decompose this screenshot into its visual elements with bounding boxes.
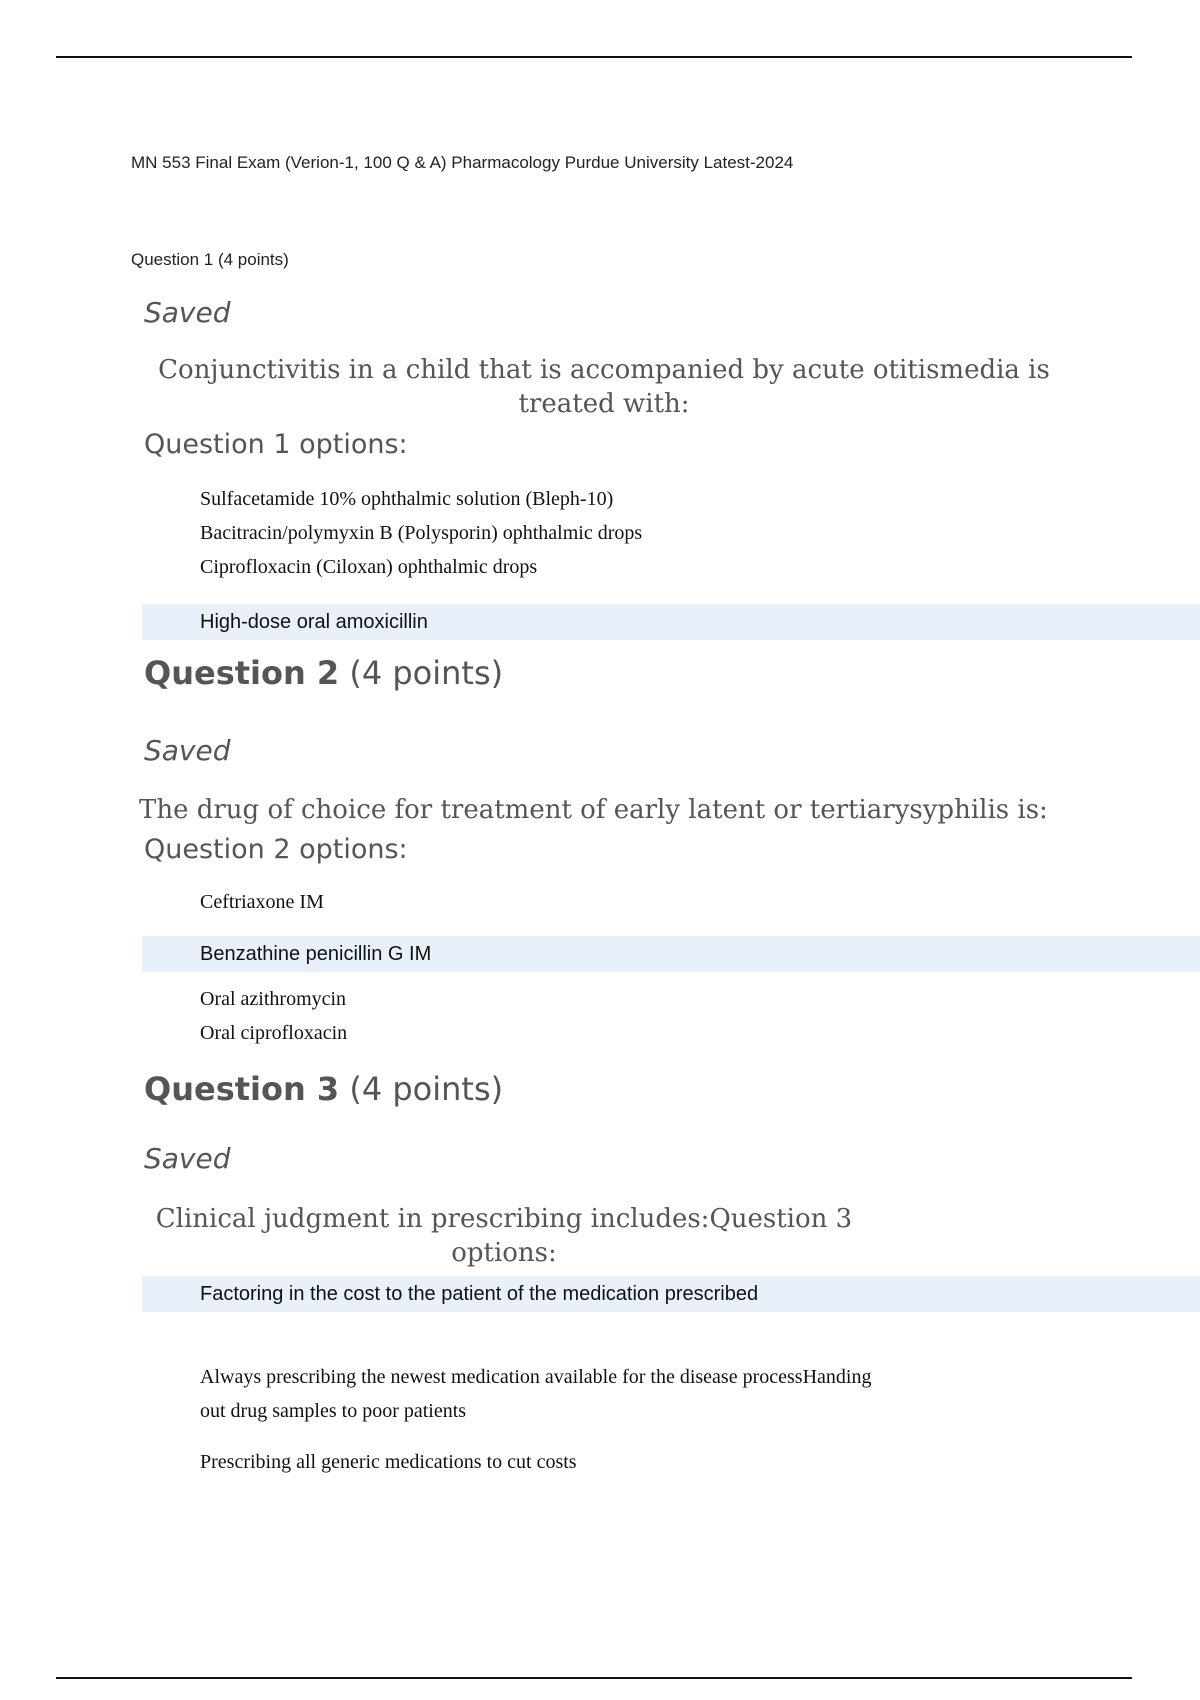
question-1-heading: Question 1 (4 points): [131, 250, 289, 269]
question-2-number: Question 2: [144, 654, 340, 692]
question-3-points: (4 points): [349, 1070, 504, 1108]
question-3-prompt-line-1: Clinical judgment in prescribing includes:Question 3: [155, 1204, 853, 1234]
question-2-option-1[interactable]: Ceftriaxone IM: [200, 891, 324, 913]
question-1-prompt-line-1: Conjunctivitis in a child that is accompanied by acute otitismedia is: [158, 355, 1050, 385]
question-1-option-1[interactable]: Sulfacetamide 10% ophthalmic solution (Bleph-10): [200, 488, 614, 510]
question-2-prompt: The drug of choice for treatment of early latent or tertiarysyphilis is:: [139, 795, 1048, 825]
question-3-heading: [144, 1070, 503, 1108]
question-3-selected-option-label: Factoring in the cost to the patient of the medication prescribed: [200, 1283, 759, 1305]
question-3-prompt: [144, 1202, 864, 1270]
question-2-options-label: Question 2 options:: [144, 834, 408, 865]
question-2-heading: [144, 654, 503, 692]
question-1-selected-option-label: High-dose oral amoxicillin: [200, 611, 428, 633]
question-1-option-2[interactable]: Bacitracin/polymyxin B (Polysporin) ophthalmic drops: [200, 522, 643, 544]
question-3-prompt-line-2: options:: [451, 1238, 557, 1268]
question-2-option-3[interactable]: Oral azithromycin: [200, 988, 347, 1010]
question-3-selected-option[interactable]: [142, 1276, 1200, 1312]
question-1-prompt-line-2: treated with:: [518, 389, 690, 419]
question-3-number: Question 3: [144, 1070, 340, 1108]
question-1-saved-status: Saved: [144, 296, 231, 329]
question-2-points: (4 points): [349, 654, 504, 692]
question-2-saved-status: Saved: [144, 734, 231, 767]
question-3-saved-status: Saved: [144, 1142, 231, 1175]
top-rule: [56, 56, 1132, 58]
question-2-selected-option[interactable]: [142, 936, 1200, 972]
question-3-option-2-continued[interactable]: out drug samples to poor patients: [200, 1400, 467, 1422]
document-title: MN 553 Final Exam (Verion-1, 100 Q & A) Pharmacology Purdue University Latest-2024: [131, 153, 794, 172]
question-3-option-3[interactable]: Prescribing all generic medications to cut costs: [200, 1451, 577, 1473]
bottom-rule: [56, 1677, 1132, 1679]
question-1-prompt: [144, 353, 1064, 421]
question-1-option-3[interactable]: Ciprofloxacin (Ciloxan) ophthalmic drops: [200, 556, 538, 578]
question-1-selected-option[interactable]: [142, 604, 1200, 640]
question-2-selected-option-label: Benzathine penicillin G IM: [200, 943, 432, 965]
question-1-options-label: Question 1 options:: [144, 429, 408, 460]
question-3-option-2[interactable]: Always prescribing the newest medication available for the disease processHanding: [200, 1366, 872, 1388]
question-2-option-4[interactable]: Oral ciprofloxacin: [200, 1022, 348, 1044]
